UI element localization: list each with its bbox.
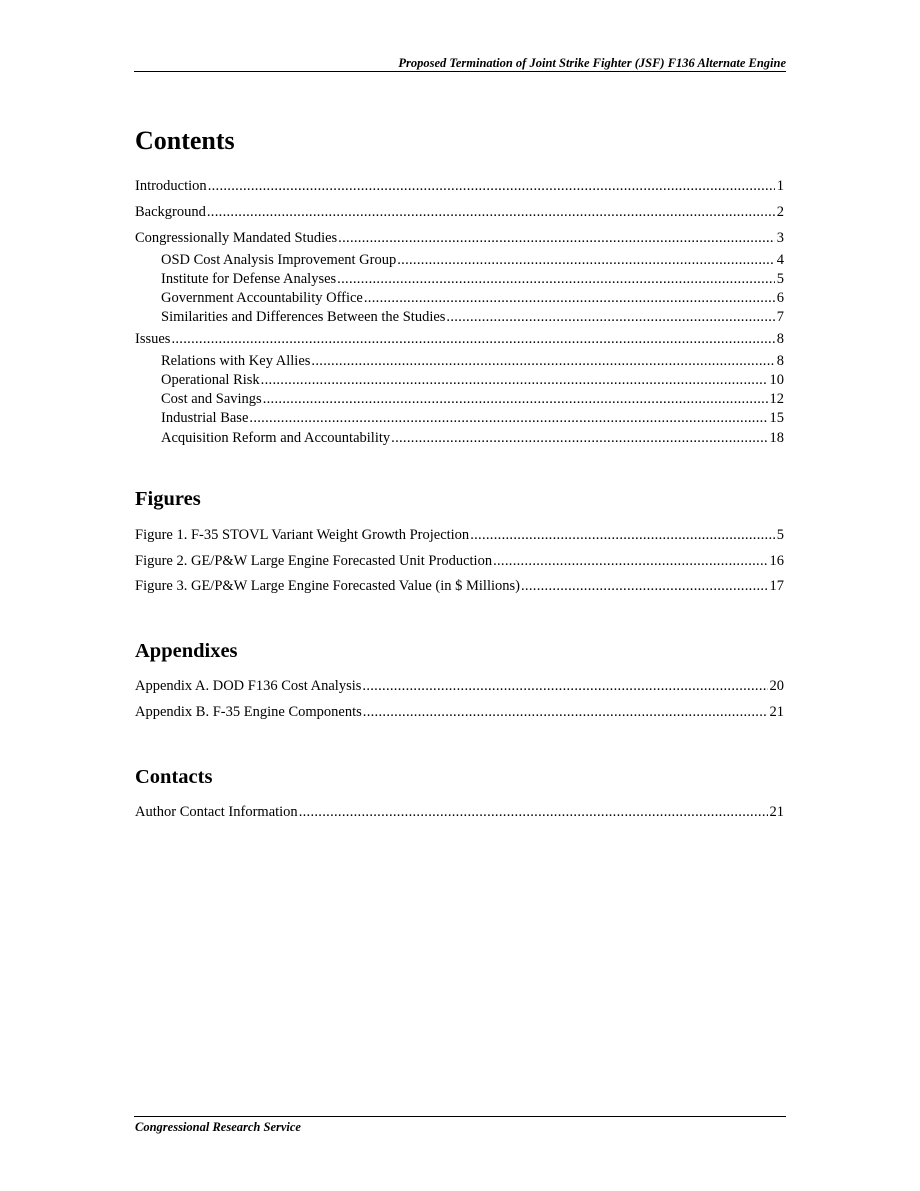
toc-entry-figure-2[interactable]: [135, 552, 784, 570]
toc-label: Congressionally Mandated Studies: [135, 230, 338, 246]
toc-label: Cost and Savings: [161, 391, 262, 407]
toc-page-number: 3: [776, 230, 784, 246]
toc-entry-relations-key-allies[interactable]: [161, 352, 784, 370]
dot-leader: [338, 229, 775, 247]
toc-entry-institute-for-defense-analyses[interactable]: [161, 270, 784, 288]
toc-label: Appendix B. F-35 Engine Components: [135, 704, 362, 720]
running-footer: Congressional Research Service: [135, 1120, 301, 1134]
toc-label: Acquisition Reform and Accountability: [161, 430, 391, 446]
dot-leader: [397, 251, 775, 269]
dot-leader: [261, 371, 768, 389]
toc-label: Relations with Key Allies: [161, 353, 311, 369]
toc-label: Industrial Base: [161, 410, 249, 426]
toc-label: Introduction: [135, 178, 207, 194]
toc-entry-acquisition-reform[interactable]: [161, 429, 784, 447]
toc-page-number: 5: [776, 527, 784, 543]
figures-heading: Figures: [135, 488, 201, 510]
toc-page-number: 16: [769, 553, 784, 569]
toc-entry-figure-3[interactable]: [135, 577, 784, 595]
toc-label: Background: [135, 204, 206, 220]
toc-page-number: 17: [769, 578, 784, 594]
toc-label: Operational Risk: [161, 372, 260, 388]
toc-label: OSD Cost Analysis Improvement Group: [161, 252, 397, 268]
toc-entry-operational-risk[interactable]: [161, 371, 784, 389]
toc-entry-gao[interactable]: [161, 289, 784, 307]
dot-leader: [311, 352, 774, 370]
running-header: Proposed Termination of Joint Strike Fighter (JSF) F136 Alternate Engine: [398, 56, 786, 70]
toc-page-number: 7: [776, 309, 784, 325]
toc-label: Institute for Defense Analyses: [161, 271, 337, 287]
toc-page-number: 6: [776, 290, 784, 306]
contents-heading: Contents: [135, 126, 235, 155]
toc-entry-industrial-base[interactable]: [161, 409, 784, 427]
toc-entry-appendix-b[interactable]: [135, 703, 784, 721]
toc-page-number: 15: [769, 410, 784, 426]
toc-page-number: 21: [769, 804, 784, 820]
toc-label: Issues: [135, 331, 171, 347]
dot-leader: [470, 526, 775, 544]
toc-entry-figure-1[interactable]: [135, 526, 784, 544]
toc-page-number: 21: [769, 704, 784, 720]
toc-label: Similarities and Differences Between the Studies: [161, 309, 446, 325]
dot-leader: [362, 677, 767, 695]
dot-leader: [263, 390, 768, 408]
contacts-heading: Contacts: [135, 766, 213, 788]
dot-leader: [171, 330, 774, 348]
footer-rule: [134, 1116, 786, 1117]
toc-page-number: 20: [769, 678, 784, 694]
toc-page-number: 1: [776, 178, 784, 194]
toc-label: Figure 2. GE/P&W Large Engine Forecasted Unit Production: [135, 553, 493, 569]
dot-leader: [364, 289, 775, 307]
toc-label: Figure 1. F-35 STOVL Variant Weight Growth Projection: [135, 527, 470, 543]
toc-entry-author-contact[interactable]: [135, 803, 784, 821]
toc-page-number: 2: [776, 204, 784, 220]
toc-entry-congressionally-mandated-studies[interactable]: [135, 229, 784, 247]
dot-leader: [337, 270, 775, 288]
toc-entry-appendix-a[interactable]: [135, 677, 784, 695]
toc-page-number: 5: [776, 271, 784, 287]
toc-page-number: 8: [776, 331, 784, 347]
dot-leader: [299, 803, 768, 821]
toc-label: Author Contact Information: [135, 804, 298, 820]
dot-leader: [363, 703, 768, 721]
toc-entry-issues[interactable]: [135, 330, 784, 348]
dot-leader: [249, 409, 767, 427]
toc-page-number: 12: [769, 391, 784, 407]
dot-leader: [391, 429, 767, 447]
toc-page-number: 8: [776, 353, 784, 369]
toc-page-number: 4: [776, 252, 784, 268]
dot-leader: [446, 308, 774, 326]
dot-leader: [207, 203, 775, 221]
toc-label: Appendix A. DOD F136 Cost Analysis: [135, 678, 362, 694]
dot-leader: [521, 577, 768, 595]
toc-entry-introduction[interactable]: [135, 177, 784, 195]
dot-leader: [493, 552, 767, 570]
toc-entry-background[interactable]: [135, 203, 784, 221]
toc-entry-osd-cost-analysis[interactable]: [161, 251, 784, 269]
toc-entry-similarities-differences[interactable]: [161, 308, 784, 326]
dot-leader: [208, 177, 775, 195]
toc-page-number: 18: [769, 430, 784, 446]
toc-label: Figure 3. GE/P&W Large Engine Forecasted Value (in $ Millions): [135, 578, 520, 594]
header-rule: [134, 71, 786, 72]
toc-entry-cost-and-savings[interactable]: [161, 390, 784, 408]
toc-label: Government Accountability Office: [161, 290, 363, 306]
appendixes-heading: Appendixes: [135, 640, 238, 662]
toc-page-number: 10: [769, 372, 784, 388]
